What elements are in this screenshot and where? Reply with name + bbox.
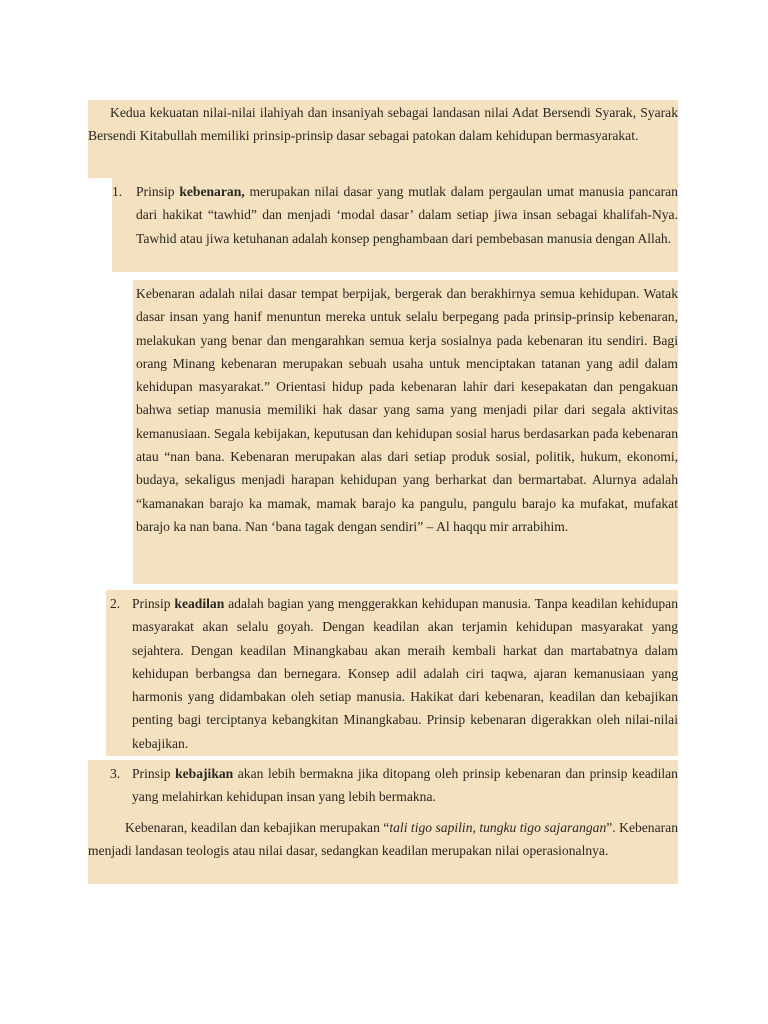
italic-phrase: tali tigo sapilin, tungku tigo sajarangan	[389, 820, 607, 835]
list-number: 3.	[110, 766, 121, 781]
keyword-keadilan: keadilan	[174, 596, 225, 611]
closing-paragraph: Kebenaran, keadilan dan kebajikan merupakan “tali tigo sapilin, tungku tigo sajarangan”. Kebenaran menjadi landasan teologis atau nilai dasar, sedangkan keadilan merupakan nilai operasionalnya.	[88, 820, 678, 859]
list-number: 2.	[110, 596, 121, 611]
list-item-text: Prinsip keadilan adalah bagian yang menggerakkan kehidupan manusia. Tanpa keadilan kehidupan masyarakat akan selalu goyah. Dengan keadilan akan terjamin kehidupan masyarakat yang sejahtera. Dengan keadilan Minangkabau akan meraih kembali harkat dan martabatnya dalam kehidupan berbangsa dan bernegara. Konsep adil adalah ciri taqwa, ajaran kemanusiaan yang harmonis yang didambakan oleh setiap manusia. Hakikat dari kebenaran, keadilan dan kebajikan penting bagi terciptanya kebangkitan Minangkabau. Prinsip kebenaran digerakkan oleh nilai-nilai kebajikan.	[132, 596, 678, 751]
intro-paragraph: Kedua kekuatan nilai-nilai ilahiyah dan insaniyah sebagai landasan nilai Adat Bersendi Syarak, Syarak Bersendi Kitabullah memiliki prinsip-prinsip dasar sebagai patokan dalam kehidupan bermasyarakat.	[88, 105, 678, 144]
keyword-kebenaran: kebenaran,	[179, 184, 245, 199]
list-number: 1.	[112, 184, 123, 199]
list-item-text: Prinsip kebenaran, merupakan nilai dasar yang mutlak dalam pergaulan umat manusia pancaran dari hakikat “tawhid” dan menjadi ‘modal dasar’ dalam setiap jiwa insan sebagai khalifah-Nya. Tawhid atau jiwa ketuhanan adalah konsep penghambaan dari pembebasan manusia dengan Allah.	[136, 184, 678, 246]
keyword-kebajikan: kebajikan	[175, 766, 234, 781]
kebenaran-explanation-paragraph: Kebenaran adalah nilai dasar tempat berpijak, bergerak dan berakhirnya semua kehidupan. Watak dasar insan yang hanif menuntun mereka untuk selalu berpegang pada prinsip-prinsip kebenaran, melakukan yang benar dan mengarahkan semua kerja sosialnya pada kebenaran itu sendiri. Bagi orang Minang kebenaran merupakan sebuah usaha untuk menciptakan tatanan yang adil dalam kehidupan masyarakat.” Orientasi hidup pada kebenaran lahir dari kesepakatan dan pengakuan bahwa setiap manusia memiliki hak dasar yang sama yang menjadi pilar dari segala aktivitas kemanusiaan. Segala kebijakan, keputusan dan kehidupan sosial harus berdasarkan pada kebenaran atau “nan bana. Kebenaran merupakan alas dari setiap produk sosial, politik, hukum, ekonomi, budaya, sekaligus menjadi harapan kehidupan yang berharkat dan bermartabat. Alurnya adalah “kamanakan barajo ka mamak, mamak barajo ka pangulu, pangulu barajo ka mufakat, mufakat barajo ka nan bana. Nan ‘bana tagak dengan sendiri” – Al haqqu mir arrabihim.	[136, 286, 678, 534]
list-item-text: Prinsip kebajikan akan lebih bermakna jika ditopang oleh prinsip kebenaran dan prinsip keadilan yang melahirkan kehidupan insan yang lebih bermakna.	[132, 766, 678, 805]
